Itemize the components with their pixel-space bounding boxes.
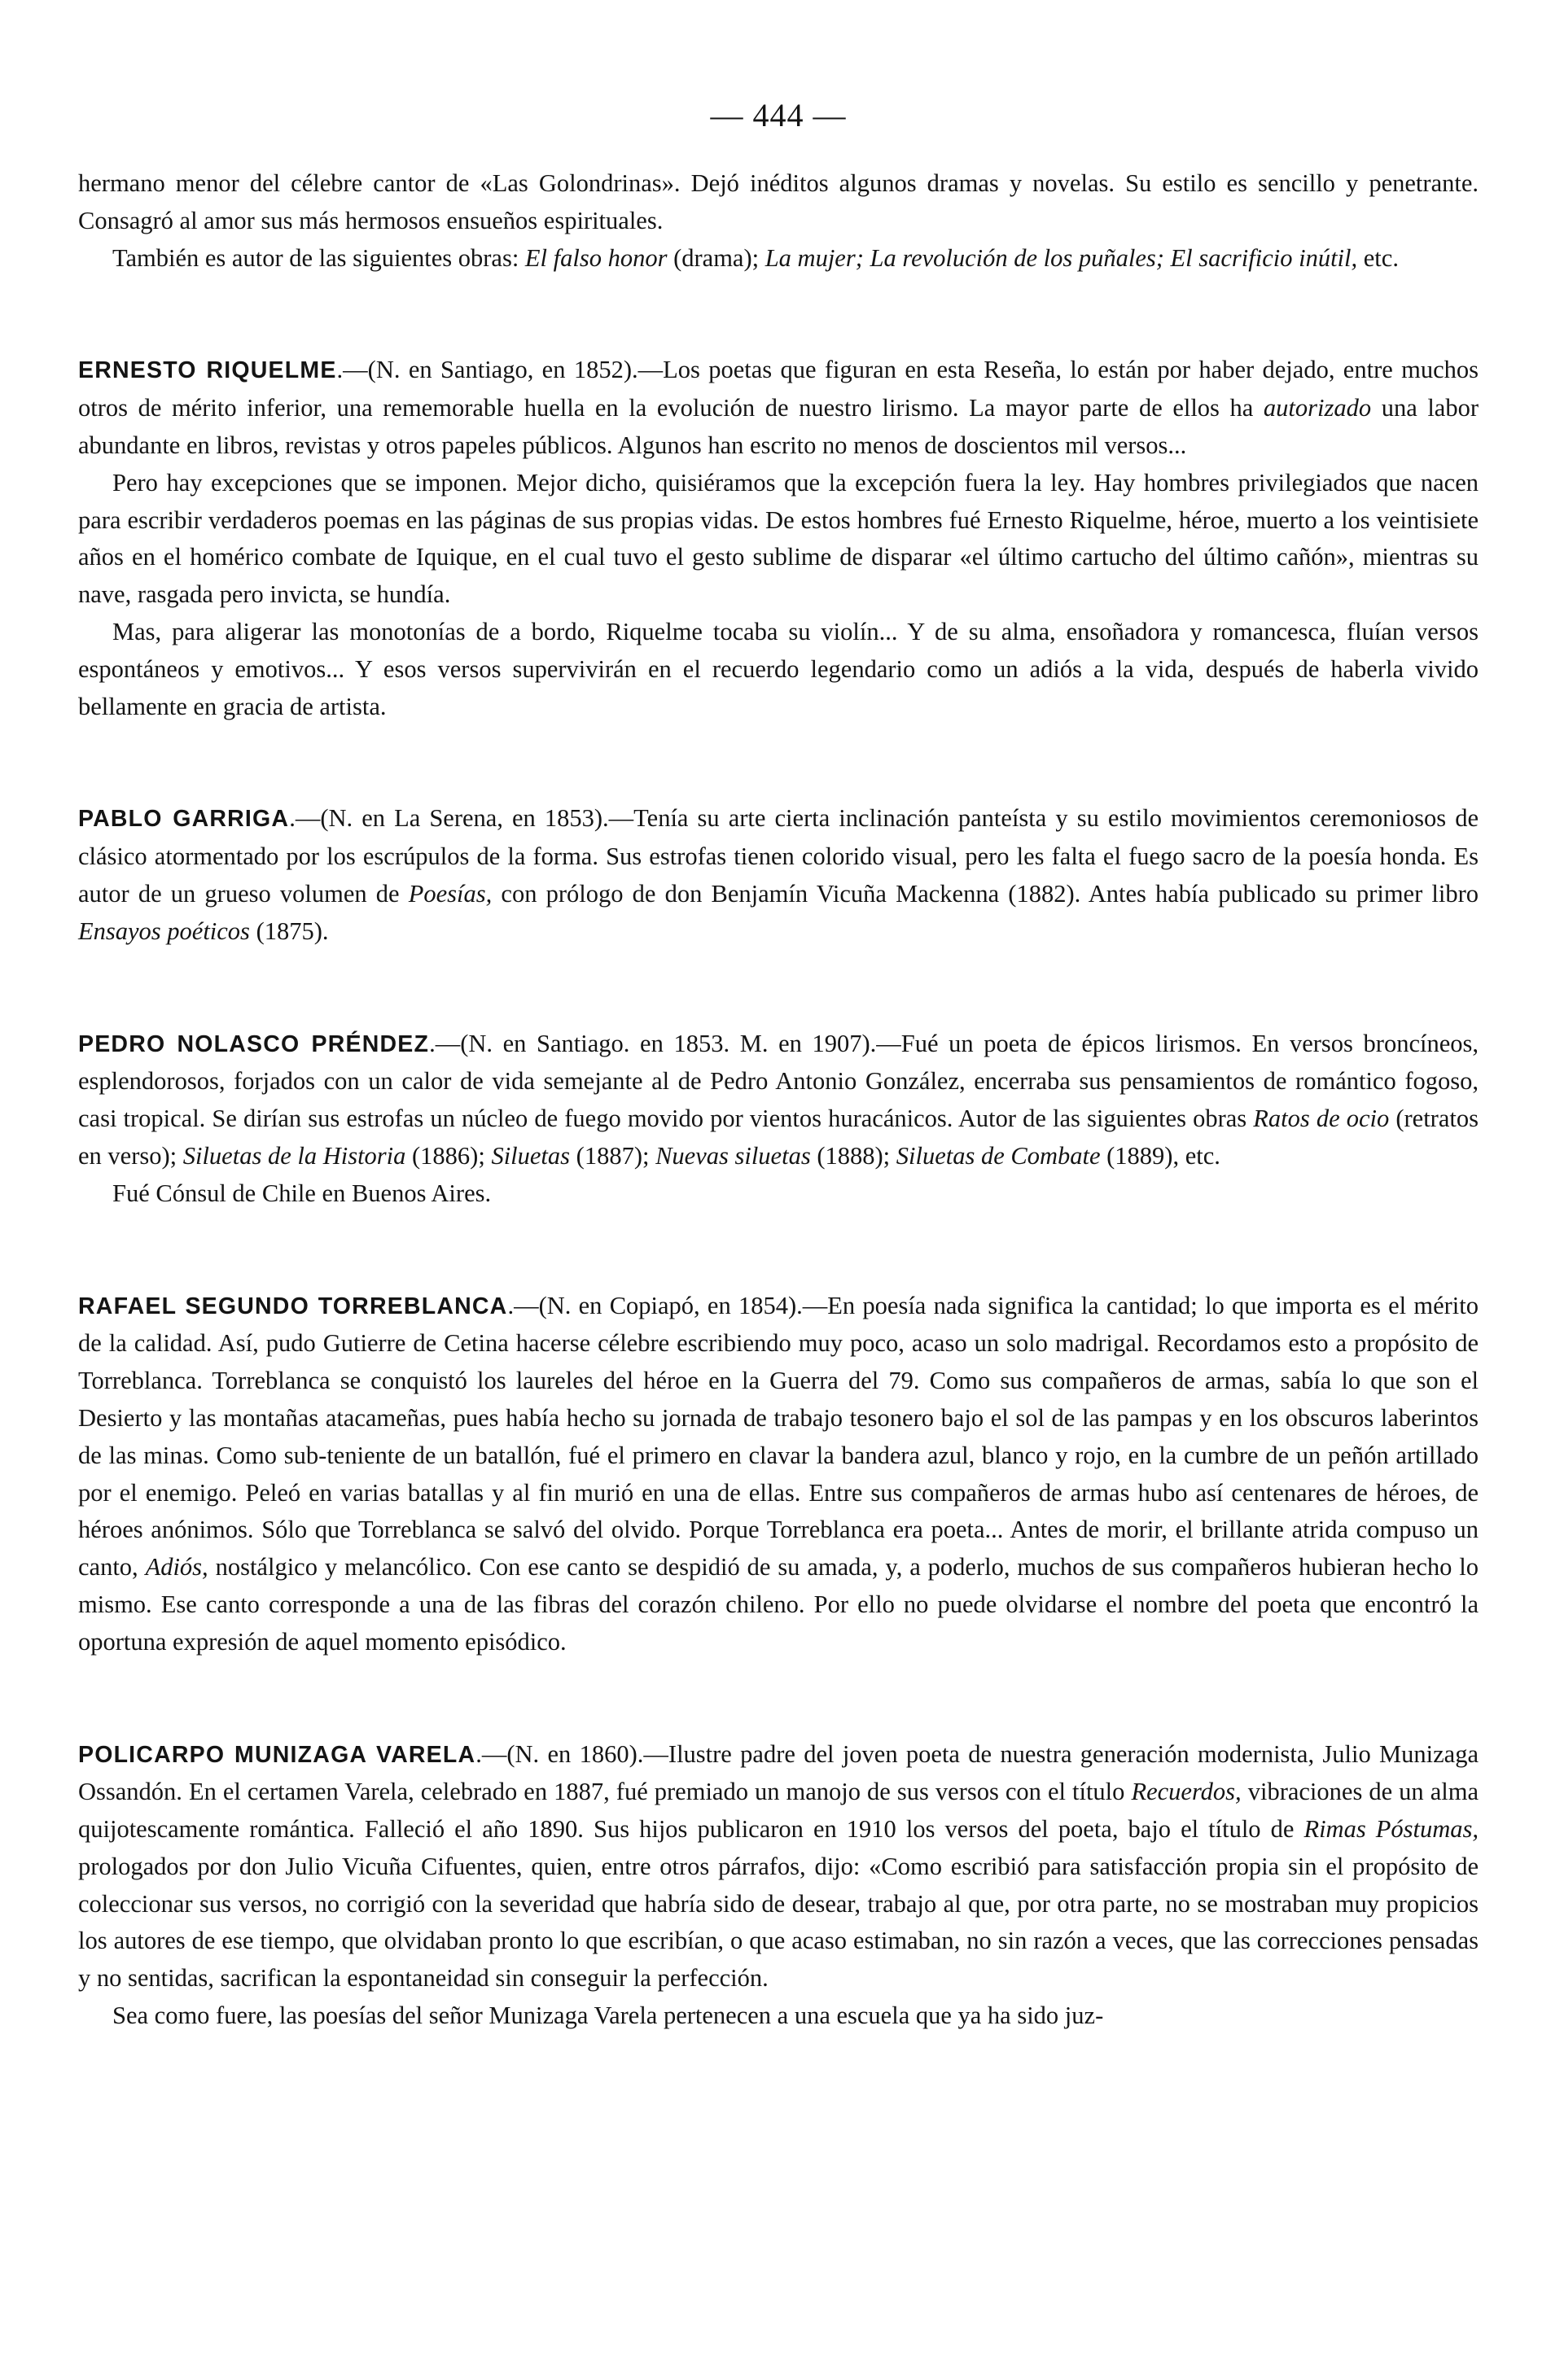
- entry-name: RAFAEL SEGUNDO TORREBLANCA: [78, 1293, 508, 1319]
- entry-policarpo-munizaga-varela: [78, 1736, 1479, 2035]
- entry-paragraph: [78, 1026, 1479, 1175]
- entry-name: PEDRO NOLASCO PRÉNDEZ: [78, 1030, 430, 1057]
- italic-title: Nuevas siluetas: [655, 1141, 811, 1170]
- text-run: (1875).: [249, 917, 329, 945]
- entry-ernesto-riquelme: [78, 352, 1479, 725]
- entry-paragraph: [78, 1288, 1479, 1661]
- italic-title: Rimas Póstumas,: [1303, 1815, 1479, 1844]
- italic-title: Ensayos poéticos: [78, 917, 250, 945]
- text-run: .—(N. en 1860).—Ilustre padre del joven poeta de nuestra generación modernista, Julio Munizaga Ossandón. En el certamen Varela, celebrado en 1887, fué premiado un manojo de sus versos con el título: [78, 1739, 1479, 1806]
- text-run: .—(N. en Santiago, en 1852).—Los poetas que figuran en esta Reseña, lo están por haber dejado, entre muchos otros de mérito inferior, una rememorable huella en la evolución de nuestro lirismo. La mayor parte de ellos ha: [78, 356, 1479, 422]
- italic-title: Recuerdos,: [1131, 1778, 1242, 1806]
- italic-title: Siluetas: [491, 1141, 571, 1170]
- italic-title: El falso honor: [524, 243, 668, 272]
- entry-paragraph: [78, 465, 1479, 614]
- intro-paragraph: [78, 165, 1479, 240]
- text-run: Sea como fuere, las poesías del señor Munizaga Varela pertenecen a una escuela que ya ha sido juz-: [112, 2002, 1104, 2030]
- text-run: hermano menor del célebre cantor de «Las Golondrinas». Dejó inéditos algunos dramas y novelas. Su estilo es sencillo y penetrante. Consagró al amor sus más hermosos ensueños espirituales.: [78, 169, 1479, 234]
- text-run: .—(N. en La Serena, en 1853).—Tenía su arte cierta inclinación panteísta y su estilo movimientos ceremoniosos de clásico atormentado por los escrúpulos de la forma. Sus estrofas tienen colorido visual, pero les falta el fuego sacro de la poesía honda. Es autor de un grueso volumen de: [78, 804, 1479, 908]
- text-run: (1887);: [570, 1141, 656, 1170]
- entry-rafael-segundo-torreblanca: [78, 1288, 1479, 1661]
- entry-paragraph: [78, 1175, 1479, 1213]
- text-run: (drama);: [667, 243, 765, 272]
- text-run: (1886);: [405, 1141, 492, 1170]
- text-run: (1888);: [810, 1141, 896, 1170]
- italic-title: La mujer; La revolución de los puñales; El sacrificio inútil,: [765, 243, 1358, 272]
- text-run: (retratos en verso);: [78, 1105, 1479, 1170]
- italic-title: Siluetas de la Historia: [182, 1141, 406, 1170]
- text-run: Fué Cónsul de Chile en Buenos Aires.: [112, 1179, 492, 1207]
- text-run: prologados por don Julio Vicuña Cifuentes, quien, entre otros párrafos, dijo: «Como escribió para satisfacción propia sin el propósito de coleccionar sus versos, no corrigió con la severidad que habría sido de desear, trabajo al que, por otra parte, no se mostraban muy propicios los autores de ese tiempo, que olvidaban pronto lo que escribían, o que acaso estimaban, no sin razón a veces, que las correcciones pensadas y no sentidas, sacrifican la espontaneidad sin conseguir la perfección.: [78, 1852, 1479, 1993]
- entry-paragraph: [78, 1736, 1479, 1998]
- page-number: — 444 —: [710, 97, 847, 133]
- text-run: nostálgico y melancólico. Con ese canto se despidió de su amada, y, a poderlo, muchos de sus compañeros hubieran hecho lo mismo. Ese canto corresponde a una de las fibras del corazón chileno. Por ello no puede olvidarse el nombre del poeta que encontró la oportuna expresión de aquel momento episódico.: [78, 1553, 1479, 1656]
- text-run: Mas, para aligerar las monotonías de a bordo, Riquelme tocaba su violín... Y de su alma, ensoñadora y romancesca, fluían versos espontáneos y emotivos... Y esos versos supervivirán en el recuerdo legendario como un adiós a la vida, después de haberla vivido bellamente en gracia de artista.: [78, 617, 1479, 720]
- text-run: También es autor de las siguientes obras:: [112, 243, 525, 272]
- entry-name: PABLO GARRIGA: [78, 806, 290, 833]
- text-run: .—(N. en Copiapó, en 1854).—En poesía nada significa la cantidad; lo que importa es el mérito de la calidad. Así, pudo Gutierre de Cetina hacerse célebre escribiendo muy poco, acaso un solo madrigal. Recordamos esto a propósito de Torreblanca. Torreblanca se conquistó los laureles del héroe en la Guerra del 79. Como sus compañeros de armas, sabía lo que son el Desierto y las montañas atacameñas, pues había hecho su jornada de trabajo tesonero bajo el sol de las pampas y en los obscuros laberintos de las minas. Como sub-teniente de un batallón, fué el primero en clavar la bandera azul, blanco y rojo, en la cumbre de un peñón artillado por el enemigo. Peleó en varias batallas y al fin murió en una de ellas. Entre sus compañeros de armas hubo así centenares de héroes, de héroes anónimos. Sólo que Torreblanca se salvó del olvido. Porque Torreblanca era poeta... Antes de morir, el brillante atrida compuso un canto,: [78, 1291, 1479, 1582]
- text-run: con prólogo de don Benjamín Vicuña Mackenna (1882). Antes había publicado su primer libro: [492, 879, 1479, 908]
- text-run: (1889), etc.: [1100, 1141, 1220, 1170]
- entry-name: ERNESTO RIQUELME: [78, 357, 337, 384]
- text-run: .—(N. en Santiago. en 1853. M. en 1907).—Fué un poeta de épicos lirismos. En versos broncíneos, esplendorosos, forjados con un calor de vida semejante al de Pedro Antonio González, encerraba sus pensamientos de romántico fogoso, casi tropical. Se dirían sus estrofas un núcleo de fuego movido por vientos huracánicos. Autor de las siguientes obras: [78, 1029, 1479, 1133]
- italic-title: autorizado: [1263, 394, 1372, 422]
- entry-paragraph: [78, 800, 1479, 950]
- entry-paragraph: [78, 1997, 1479, 2035]
- text-run: vibraciones de un alma quijotescamente romántica. Falleció el año 1890. Sus hijos publicaron en 1910 los versos del poeta, bajo el título de: [78, 1778, 1479, 1844]
- italic-title: Siluetas de Combate: [896, 1141, 1101, 1170]
- intro-section: [78, 165, 1479, 277]
- entry-pedro-nolasco-prendez: [78, 1026, 1479, 1213]
- italic-title: Adiós,: [145, 1553, 208, 1582]
- entry-name: POLICARPO MUNIZAGA VARELA: [78, 1741, 476, 1768]
- text-run: etc.: [1357, 243, 1399, 272]
- intro-works-paragraph: [78, 240, 1479, 278]
- entry-paragraph: [78, 352, 1479, 464]
- italic-title: Ratos de ocio: [1253, 1105, 1390, 1133]
- text-run: Pero hay excepciones que se imponen. Mejor dicho, quisiéramos que la excepción fuera la ley. Hay hombres privilegiados que nacen para escribir verdaderos poemas en las páginas de sus propias vidas. De estos hombres fué Ernesto Riquelme, héroe, muerto a los veintisiete años en el homérico combate de Iquique, en el cual tuvo el gesto sublime de disparar «el último cartucho del último cañón», mientras su nave, rasgada pero invicta, se hundía.: [78, 468, 1479, 609]
- book-page: [78, 96, 1479, 2035]
- entry-pablo-garriga: [78, 800, 1479, 950]
- entry-paragraph: [78, 614, 1479, 725]
- text-run: una labor abundante en libros, revistas y otros papeles públicos. Algunos han escrito no menos de doscientos mil versos...: [78, 394, 1479, 459]
- italic-title: Poesías,: [408, 879, 493, 908]
